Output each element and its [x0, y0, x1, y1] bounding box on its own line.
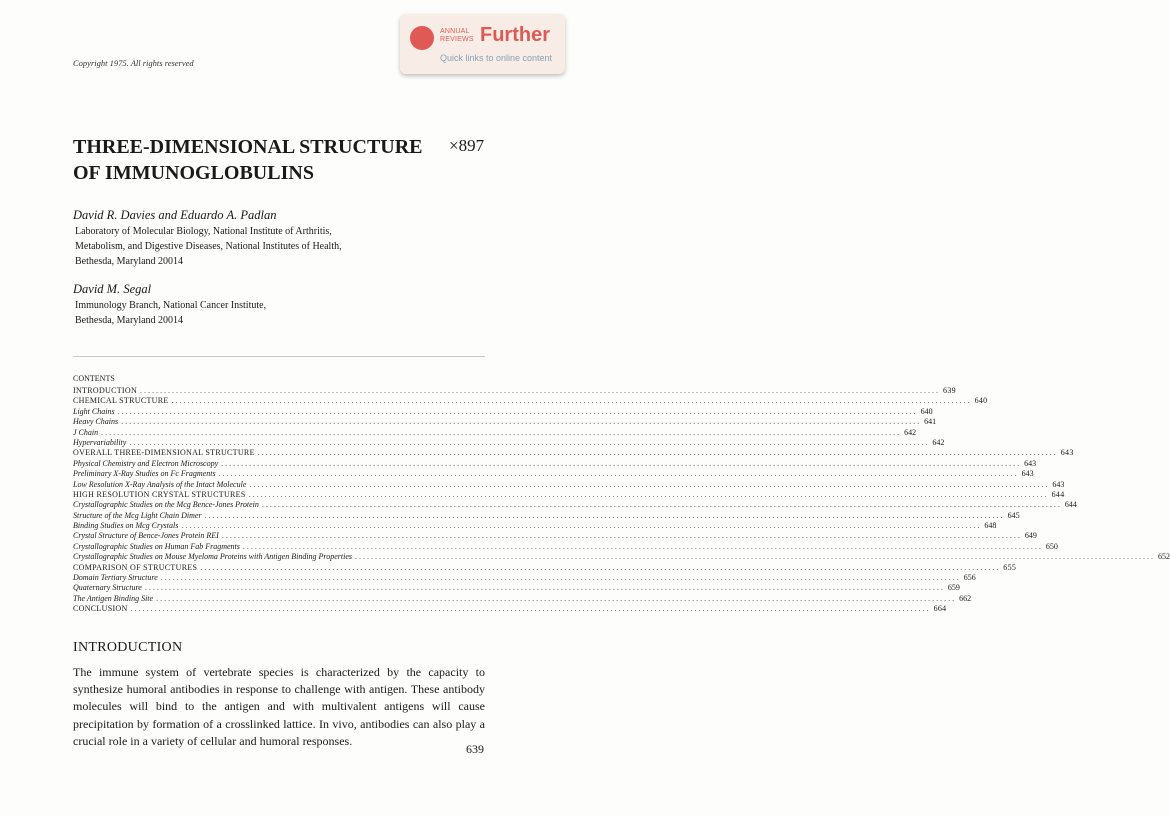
toc-entry-page: 650 — [1045, 541, 1058, 551]
toc-entry[interactable] — [73, 458, 1037, 469]
toc-leader-dots: ........................................................................................................................................................................................................ — [156, 593, 957, 603]
article-title-line1: THREE-DIMENSIONAL STRUCTURE — [73, 136, 423, 158]
toc-leader-dots: ........................................................................................................................................................................................................ — [160, 573, 961, 583]
toc-entry-page: 643 — [1060, 448, 1074, 458]
affiliation-line: Bethesda, Maryland 20014 — [75, 256, 184, 267]
toc-leader-dots: ........................................................................................................................................................................................................ — [130, 604, 931, 614]
toc-entry-page: 655 — [1003, 562, 1017, 572]
toc-entry-title: J Chain — [73, 427, 99, 437]
toc-entry-title: Preliminary X-Ray Studies on Fc Fragments — [73, 469, 216, 479]
toc-leader-dots: ........................................................................................................................................................................................................ — [140, 386, 941, 395]
affiliation-2 — [75, 298, 266, 328]
toc-entry-page: 662 — [959, 593, 972, 603]
toc-entry[interactable] — [73, 510, 1020, 521]
toc-leader-dots: ........................................................................................................................................................................................................ — [121, 417, 922, 427]
toc-leader-dots: ........................................................................................................................................................................................................ — [200, 562, 1001, 572]
affiliation-line: Bethesda, Maryland 20014 — [75, 315, 184, 326]
toc-entry-title: The Antigen Binding Site — [73, 593, 154, 603]
toc-entry-page: 642 — [904, 427, 917, 437]
toc-entry-title: Crystal Structure of Bence-Jones Protein REI — [73, 531, 219, 541]
toc-entry-title: Crystallographic Studies on Human Fab Fragments — [73, 541, 240, 551]
banner-quick-links: Quick links to online content — [440, 53, 553, 63]
toc-entry-page: 643 — [1024, 458, 1037, 468]
toc-entry-page: 643 — [1052, 479, 1065, 489]
toc-entry[interactable] — [73, 406, 933, 417]
author-names-1: David R. Davies and Eduardo A. Padlan — [73, 208, 277, 222]
section-divider — [73, 356, 485, 357]
toc-entry[interactable] — [73, 386, 956, 396]
affiliation-line: Laboratory of Molecular Biology, National Institute of Arthritis, — [75, 226, 332, 237]
toc-leader-dots: ........................................................................................................................................................................................................ — [355, 552, 1156, 562]
banner-annual-line1: ANNUAL — [440, 28, 470, 35]
toc-entry-title: Crystallographic Studies on the Mcg Bence-Jones Protein — [73, 500, 259, 510]
toc-entry-page: 649 — [1024, 531, 1037, 541]
affiliation-1 — [75, 224, 342, 269]
toc-entry[interactable] — [73, 541, 1058, 552]
toc-entry-page: 640 — [974, 396, 988, 406]
toc-entry[interactable] — [73, 521, 997, 531]
toc-entry[interactable] — [73, 427, 917, 438]
toc-leader-dots: ........................................................................................................................................................................................................ — [117, 406, 918, 416]
toc-entry[interactable] — [73, 489, 1065, 500]
toc-entry[interactable] — [73, 396, 988, 406]
toc-entry[interactable] — [73, 469, 1034, 479]
toc-entry-title: Hypervariability — [73, 437, 127, 447]
toc-entry-title: OVERALL THREE-DIMENSIONAL STRUCTURE — [73, 448, 255, 458]
toc-entry[interactable] — [73, 593, 972, 604]
affiliation-line: Metabolism, and Digestive Diseases, National Institutes of Health, — [75, 241, 342, 252]
toc-leader-dots: ........................................................................................................................................................................................................ — [101, 427, 902, 437]
toc-leader-dots: ........................................................................................................................................................................................................ — [181, 521, 982, 531]
toc-entry-page: 643 — [1021, 469, 1034, 479]
article-code: ×897 — [449, 136, 485, 155]
toc-entry-page: 659 — [947, 583, 960, 593]
toc-leader-dots: ........................................................................................................................................................................................................ — [242, 541, 1043, 551]
toc-leader-dots: ........................................................................................................................................................................................................ — [218, 469, 1019, 479]
page-number: 639 — [466, 742, 484, 756]
toc-entry[interactable] — [73, 500, 1077, 510]
toc-leader-dots: ........................................................................................................................................................................................................ — [221, 458, 1022, 468]
copyright-notice: Copyright 1975. All rights reserved — [73, 58, 194, 68]
toc-entry-title: Quaternary Structure — [73, 583, 142, 593]
toc-entry[interactable] — [73, 573, 976, 583]
toc-entry[interactable] — [73, 417, 937, 427]
toc-entry[interactable] — [73, 583, 960, 593]
toc-entry-title: Light Chains — [73, 406, 115, 416]
banner-annual-reviews — [440, 28, 474, 44]
toc-entry-page: 642 — [932, 437, 945, 447]
toc-entry[interactable] — [73, 604, 947, 614]
toc-entry-title: Low Resolution X-Ray Analysis of the Intact Molecule — [73, 479, 247, 489]
toc-entry-title: Physical Chemistry and Electron Microscopy — [73, 458, 219, 468]
toc-entry-title: COMPARISON OF STRUCTURES — [73, 562, 198, 572]
toc-entry[interactable] — [73, 562, 1017, 573]
contents-heading: CONTENTS — [73, 374, 115, 383]
toc-entry-title: CONCLUSION — [73, 604, 128, 614]
toc-entry[interactable] — [73, 552, 1170, 562]
further-banner[interactable] — [400, 14, 565, 74]
toc-entry-title: Domain Tertiary Structure — [73, 573, 158, 583]
toc-leader-dots: ........................................................................................................................................................................................................ — [221, 531, 1022, 541]
toc-entry-page: 644 — [1051, 489, 1065, 499]
toc-entry-page: 641 — [924, 417, 937, 427]
introduction-heading: INTRODUCTION — [73, 640, 183, 655]
author-names-2: David M. Segal — [73, 282, 152, 296]
toc-entry-page: 656 — [963, 573, 976, 583]
toc-leader-dots: ........................................................................................................................................................................................................ — [248, 489, 1049, 499]
toc-leader-dots: ........................................................................................................................................................................................................ — [261, 500, 1062, 510]
toc-entry[interactable] — [73, 448, 1074, 458]
toc-leader-dots: ........................................................................................................................................................................................................ — [204, 510, 1005, 520]
toc-entry-title: Heavy Chains — [73, 417, 119, 427]
toc-entry-page: 648 — [984, 521, 997, 531]
toc-entry-title: Structure of the Mcg Light Chain Dimer — [73, 510, 202, 520]
article-title — [73, 134, 423, 186]
toc-entry[interactable] — [73, 437, 945, 448]
toc-entry-title: Binding Studies on Mcg Crystals — [73, 521, 179, 531]
toc-entry-page: 645 — [1007, 510, 1020, 520]
toc-entry[interactable] — [73, 531, 1037, 541]
toc-entry-title: CHEMICAL STRUCTURE — [73, 396, 169, 406]
annual-reviews-logo-icon — [410, 26, 434, 50]
toc-leader-dots: ........................................................................................................................................................................................................ — [257, 448, 1058, 458]
toc-entry-title: Crystallographic Studies on Mouse Myeloma Proteins with Antigen Binding Properties — [73, 552, 353, 562]
toc-entry-page: 652 — [1158, 552, 1170, 562]
toc-entry-title: INTRODUCTION — [73, 386, 138, 395]
toc-leader-dots: ........................................................................................................................................................................................................ — [249, 479, 1050, 489]
table-of-contents — [73, 386, 1170, 615]
toc-entry-page: 644 — [1064, 500, 1077, 510]
toc-entry-title: HIGH RESOLUTION CRYSTAL STRUCTURES — [73, 489, 246, 499]
toc-entry[interactable] — [73, 479, 1065, 490]
toc-entry-page: 664 — [933, 604, 947, 614]
toc-leader-dots: ........................................................................................................................................................................................................ — [144, 583, 945, 593]
banner-annual-line2: REVIEWS — [440, 36, 474, 43]
article-title-line2: OF IMMUNOGLOBULINS — [73, 162, 314, 184]
banner-further-label: Further — [480, 24, 550, 46]
toc-entry-page: 640 — [920, 406, 933, 416]
toc-leader-dots: ........................................................................................................................................................................................................ — [129, 437, 930, 447]
introduction-paragraph: The immune system of vertebrate species is characterized by the capacity to synthesize humoral antibodies in response to challenge with antigen. These antibody molecules will bind to the antigen and with multivalent antigens will cause precipitation by formation of a crosslinked lattice. In vivo, antibodies can also play a crucial role in a variety of cellular and humoral responses. — [73, 665, 485, 748]
affiliation-line: Immunology Branch, National Cancer Institute, — [75, 300, 267, 311]
toc-leader-dots: ........................................................................................................................................................................................................ — [171, 396, 972, 406]
toc-entry-page: 639 — [943, 386, 956, 395]
